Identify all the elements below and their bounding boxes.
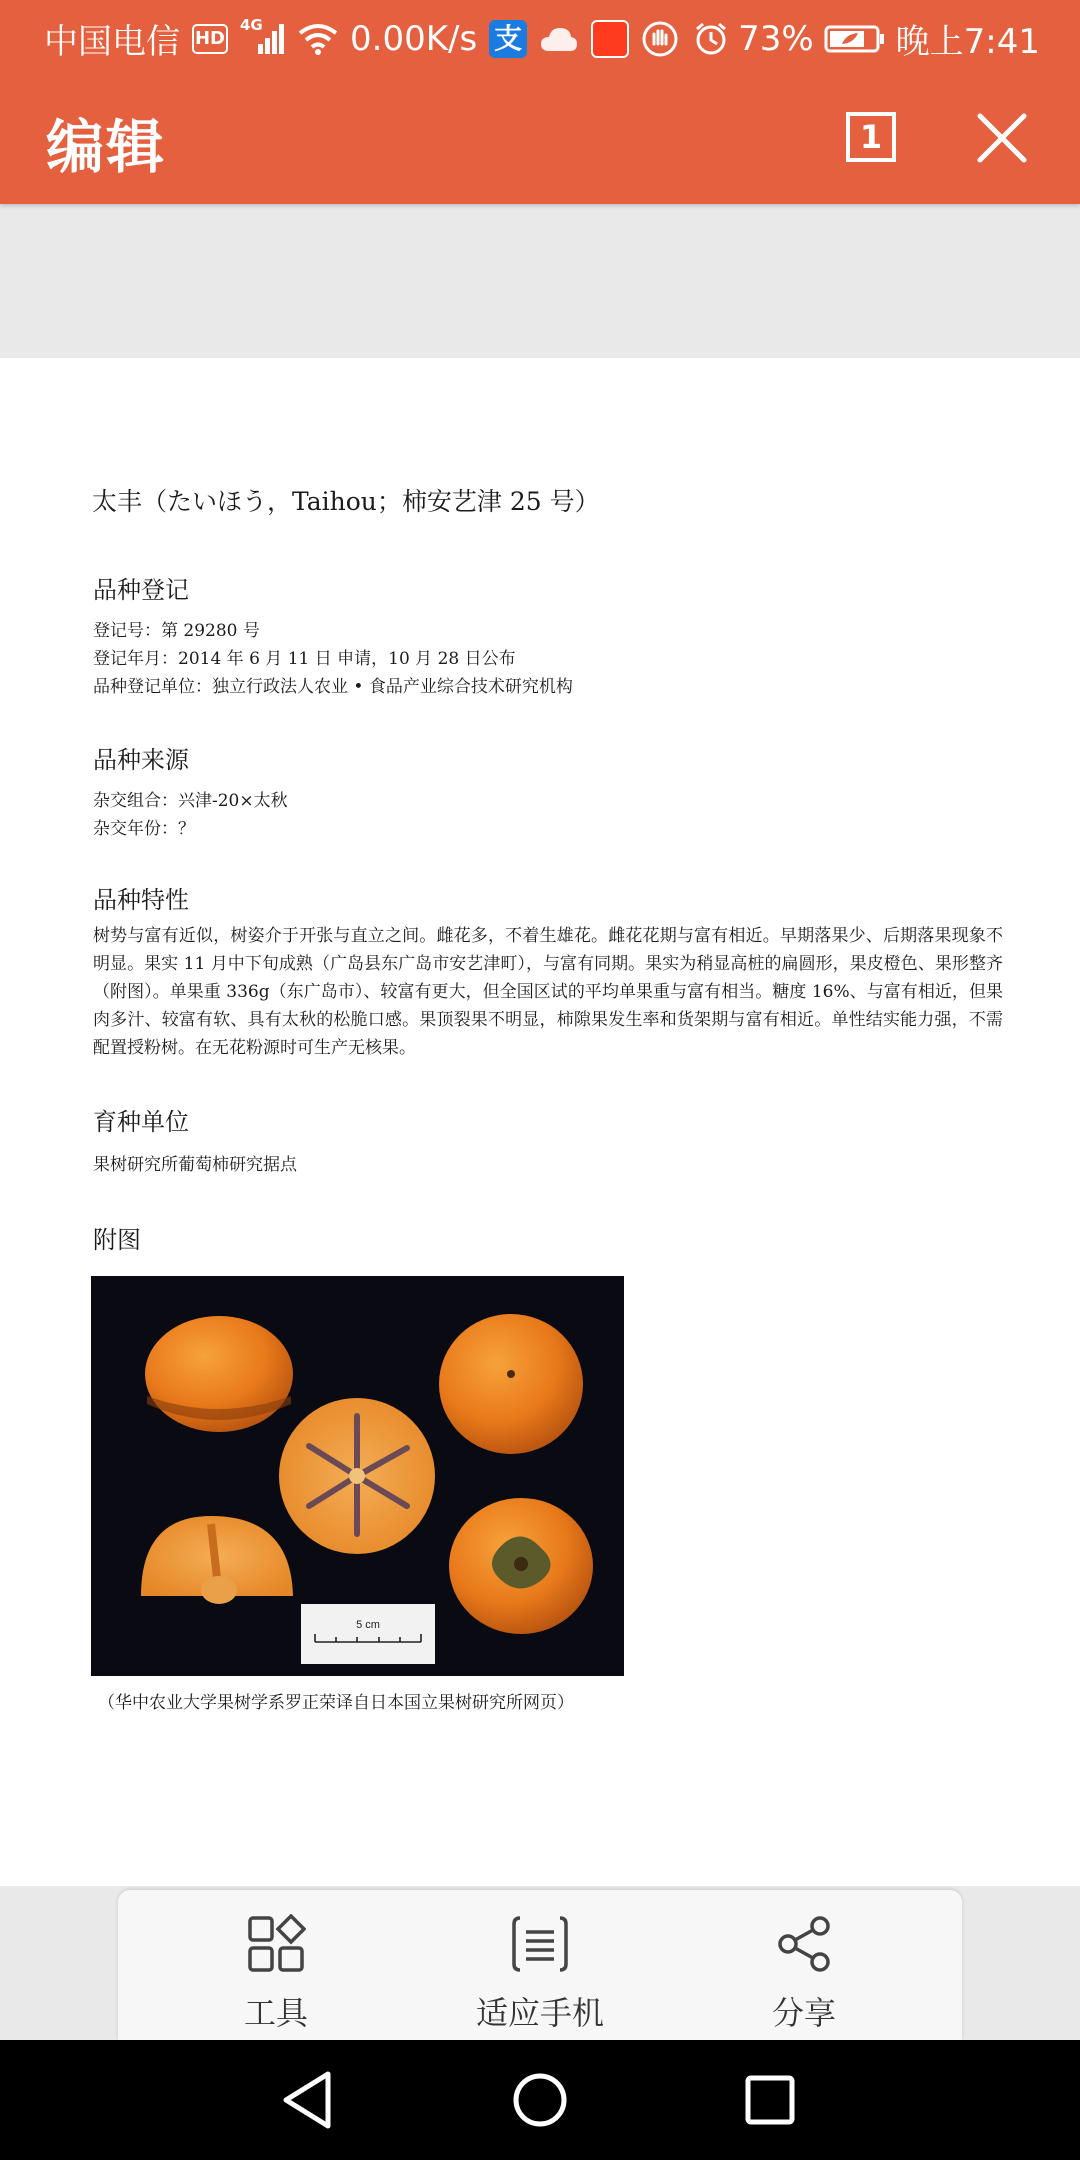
origin-line: 杂交组合：兴津-20×太秋 bbox=[93, 791, 288, 811]
recents-icon[interactable] bbox=[728, 2058, 812, 2142]
network-speed: 0.00K/s bbox=[350, 18, 478, 59]
cloud-icon bbox=[539, 25, 579, 53]
hd-badge: HD bbox=[192, 24, 228, 54]
wifi-icon bbox=[298, 23, 338, 55]
status-right bbox=[694, 14, 1040, 63]
document-title: 太丰（たいほう，Taihou；柿安艺津 25 号） bbox=[92, 487, 600, 516]
origin-line: 杂交年份：？ bbox=[93, 819, 195, 839]
bottom-toolbar bbox=[118, 1890, 962, 2040]
page-number-button[interactable]: 1 bbox=[846, 112, 896, 162]
fit-mobile-label: 适应手机 bbox=[475, 1994, 604, 2032]
share-button[interactable] bbox=[704, 1890, 904, 2040]
network-type: 4G bbox=[240, 15, 263, 34]
hand-icon bbox=[641, 20, 679, 58]
app-icon bbox=[591, 20, 629, 58]
status-bar bbox=[0, 0, 1080, 72]
tools-label: 工具 bbox=[243, 1994, 308, 2032]
breeder-line: 果树研究所葡萄柿研究据点 bbox=[93, 1155, 297, 1175]
scale-label: 5 cm bbox=[356, 1619, 380, 1631]
figure-caption: （华中农业大学果树学系罗正荣译自日本国立果树研究所网页） bbox=[98, 1693, 574, 1713]
registration-line: 品种登记单位：独立行政法人农业 • 食品产业综合技术研究机构 bbox=[93, 677, 573, 697]
registration-line: 登记号：第 29280 号 bbox=[93, 621, 260, 641]
signal-icon bbox=[240, 15, 286, 56]
section-heading-registration: 品种登记 bbox=[93, 576, 189, 604]
alarm-icon bbox=[694, 22, 728, 56]
battery-icon bbox=[824, 24, 886, 54]
registration-line: 登记年月：2014 年 6 月 11 日 申请，10 月 28 日公布 bbox=[93, 649, 516, 669]
tools-button[interactable] bbox=[176, 1890, 376, 2040]
fit-mobile-button[interactable] bbox=[440, 1890, 640, 2040]
fit-mobile-icon bbox=[510, 1914, 570, 1974]
document-page[interactable] bbox=[0, 358, 1080, 1886]
persimmon-photo bbox=[91, 1276, 624, 1676]
app-header bbox=[0, 0, 1080, 204]
close-icon[interactable] bbox=[972, 108, 1032, 168]
status-left bbox=[44, 14, 679, 63]
back-icon[interactable] bbox=[268, 2058, 352, 2142]
battery-percent: 73% bbox=[738, 18, 814, 59]
section-heading-traits: 品种特性 bbox=[93, 886, 189, 914]
navigation-bar bbox=[0, 2040, 1080, 2160]
section-heading-figure: 附图 bbox=[93, 1226, 141, 1254]
carrier-label: 中国电信 bbox=[44, 22, 180, 62]
clock: 晚上7:41 bbox=[895, 22, 1040, 62]
traits-paragraph: 树势与富有近似，树姿介于开张与直立之间。雌花多，不着生雄花。雌花花期与富有相近。早期落果少、后期落果现象不明显。果实 11 月中下旬成熟（广岛县东广岛市安艺津町），与富有同期。果实为稍显高桩的扁圆形，果皮橙色、果形整齐（附图）。单果重 336g（东广岛市）、较富有更大，但全国区试的平均单果重与富有相当。糖度 16%、与富有相近，但果肉多汁、较富有软、具有太秋的松脆口感。果顶裂果不明显，柿隙果发生率和货架期与富有相近。单性结实能力强，不需配置授粉树。在无花粉源时可生产无核果。 bbox=[93, 926, 1003, 1058]
share-icon bbox=[774, 1914, 834, 1974]
alipay-icon: 支 bbox=[489, 20, 527, 58]
section-heading-origin: 品种来源 bbox=[93, 746, 189, 774]
tools-grid-icon bbox=[246, 1914, 306, 1974]
home-icon[interactable] bbox=[498, 2058, 582, 2142]
share-label: 分享 bbox=[771, 1994, 836, 2032]
section-heading-breeder: 育种单位 bbox=[93, 1108, 189, 1136]
page-title: 编辑 bbox=[46, 113, 167, 181]
